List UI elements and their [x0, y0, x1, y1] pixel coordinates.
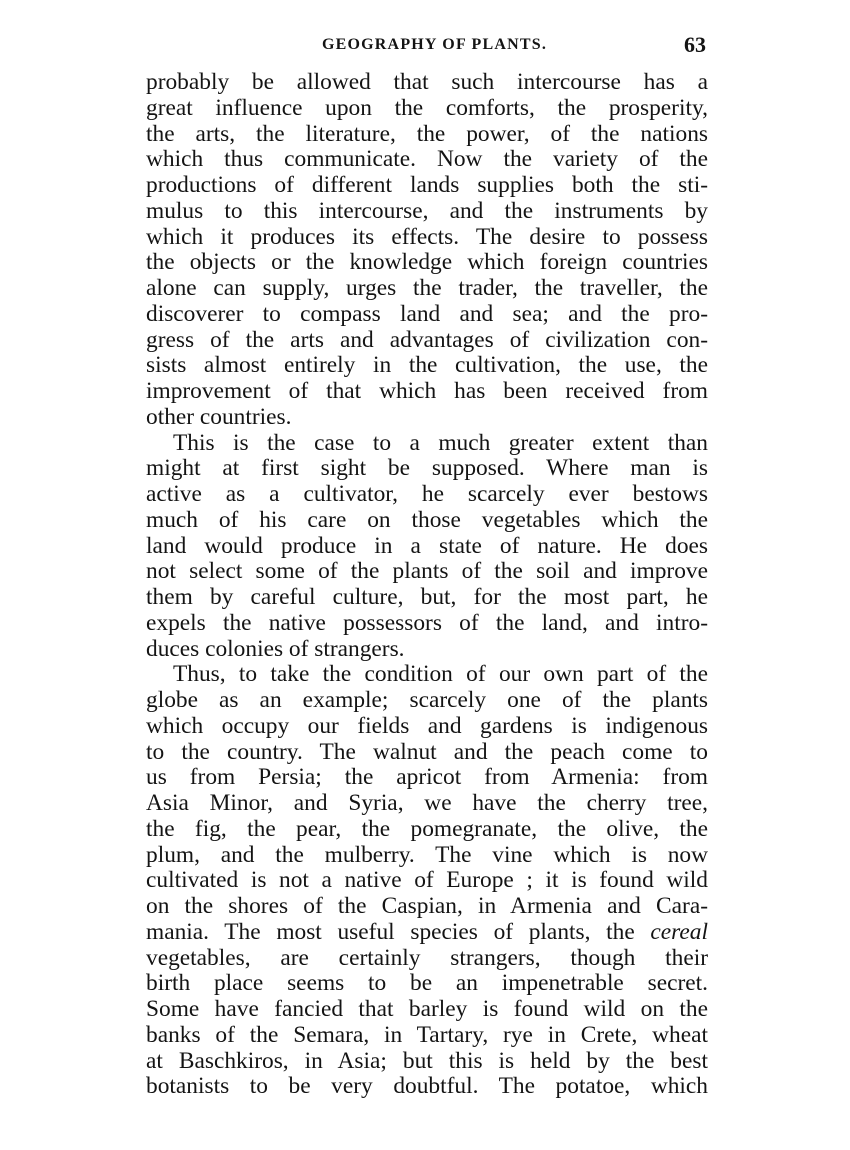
text-line: not select some of the plants of the soil and improve	[146, 558, 708, 585]
text-line: the arts, the literature, the power, of the nations	[146, 120, 708, 147]
text-line: plum, and the mulberry. The vine which is now	[146, 841, 708, 868]
paragraph-first-line: Thus, to take the condition of our own part of the	[173, 661, 708, 688]
text-line: much of his care on those vegetables which the	[146, 506, 708, 533]
text-line: the objects or the knowledge which foreign countries	[146, 249, 708, 276]
text-line: us from Persia; the apricot from Armenia: from	[146, 764, 708, 791]
text-line: Some have fancied that barley is found wild on the	[146, 996, 708, 1022]
text-line: cultivated is not a native of Europe ; it is found wild	[146, 867, 708, 894]
running-header	[146, 32, 708, 66]
text-line: to the country. The walnut and the peach come to	[146, 738, 708, 765]
text-line: at Baschkiros, in Asia; but this is held by the best	[146, 1047, 708, 1074]
text-line: might at first sight be supposed. Where man is	[146, 455, 708, 482]
text-line: productions of different lands supplies both the sti-	[146, 172, 708, 198]
text-segment: mania. The most useful species of plants, the	[146, 918, 635, 945]
text-line: land would produce in a state of nature. He does	[146, 532, 708, 559]
page-number: 63	[684, 32, 706, 57]
text-line: alone can supply, urges the trader, the traveller, the	[146, 275, 708, 301]
paragraph-first-line: This is the case to a much greater extent than	[173, 429, 708, 456]
text-line: duces colonies of strangers.	[146, 635, 405, 662]
text-line: banks of the Semara, in Tartary, rye in Crete, wheat	[146, 1021, 708, 1048]
text-line: the fig, the pear, the pomegranate, the olive, the	[146, 815, 708, 842]
text-line: other countries.	[146, 403, 292, 430]
italic-word: cereal	[650, 918, 708, 945]
text-line: them by careful culture, but, for the most part, he	[146, 584, 708, 610]
text-line: globe as an example; scarcely one of the plants	[146, 687, 708, 713]
text-line: great influence upon the comforts, the prosperity,	[146, 94, 708, 121]
text-line: which it produces its effects. The desire to possess	[146, 223, 708, 250]
text-line: mulus to this intercourse, and the instruments by	[146, 197, 708, 224]
running-title: GEOGRAPHY OF PLANTS.	[322, 36, 548, 53]
text-line: which occupy our fields and gardens is indigenous	[146, 712, 708, 739]
text-line: on the shores of the Caspian, in Armenia and Cara-	[146, 893, 708, 919]
text-line: botanists to be very doubtful. The potatoe, which	[146, 1073, 708, 1100]
body-text	[146, 70, 708, 1100]
text-line-with-italic	[146, 920, 708, 946]
text-line: birth place seems to be an impenetrable secret.	[146, 970, 708, 997]
text-line: active as a cultivator, he scarcely ever bestows	[146, 481, 708, 507]
text-line: Asia Minor, and Syria, we have the cherry tree,	[146, 790, 708, 816]
book-page	[146, 32, 708, 1100]
text-line: expels the native possessors of the land, and intro-	[146, 609, 708, 636]
text-line: gress of the arts and advantages of civilization con-	[146, 326, 708, 353]
text-line: discoverer to compass land and sea; and the pro-	[146, 300, 708, 327]
text-line: improvement of that which has been received from	[146, 378, 708, 404]
text-line: which thus communicate. Now the variety of the	[146, 146, 708, 173]
text-line: vegetables, are certainly strangers, though their	[146, 944, 708, 971]
text-line: probably be allowed that such intercourse has a	[146, 69, 708, 95]
text-line: sists almost entirely in the cultivation, the use, the	[146, 352, 708, 379]
